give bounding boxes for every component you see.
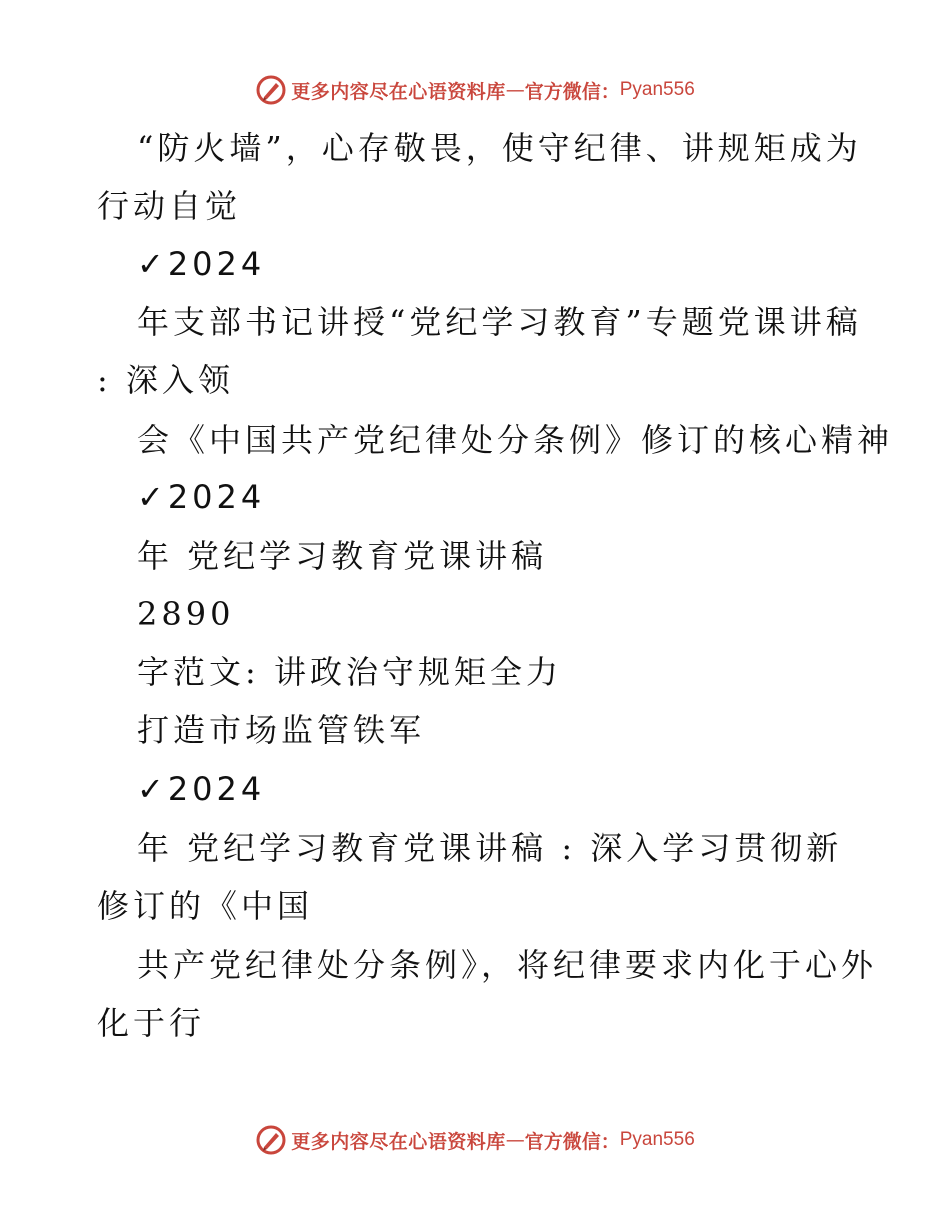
body-line: : 深入领: [97, 361, 234, 399]
body-line: ✓2024: [137, 478, 266, 516]
footer-separator: —: [505, 1129, 525, 1151]
header-wechat-label: 官方微信：: [524, 80, 620, 103]
body-line: ✓2024: [137, 770, 266, 808]
header-site-text: 更多内容尽在心语资料库: [291, 80, 506, 103]
pen-logo-icon: [255, 1124, 287, 1156]
body-line: ✓2024: [137, 245, 266, 283]
footer-banner: [0, 1120, 950, 1160]
pen-logo-icon: [255, 74, 287, 106]
body-line: 打造市场监管铁军: [137, 711, 426, 749]
footer-wechat-account: Pyan556: [619, 1129, 695, 1150]
header-separator: —: [505, 79, 525, 101]
body-line: 共产党纪律处分条例》，将纪律要求内化于心外: [137, 946, 878, 984]
header-wechat-account: Pyan556: [619, 79, 695, 100]
body-line: 2890: [137, 595, 235, 633]
body-line: 年 党纪学习教育党课讲稿: [137, 537, 548, 575]
body-line: 修订的《中国: [97, 887, 314, 925]
header-banner: [0, 70, 950, 110]
body-line: “防火墙”，心存敬畏，使守纪律、讲规矩成为: [137, 129, 862, 167]
footer-wechat-label: 官方微信：: [524, 1130, 620, 1153]
body-line: 会《中国共产党纪律处分条例》修订的核心精神: [137, 421, 894, 459]
body-line: 字范文: 讲政治守规矩全力: [137, 653, 562, 691]
body-line: 行动自觉: [97, 187, 242, 225]
footer-site-text: 更多内容尽在心语资料库: [291, 1130, 506, 1153]
body-line: 化于行: [97, 1004, 206, 1042]
body-line: 年 党纪学习教育党课讲稿 : 深入学习贯彻新: [137, 829, 843, 867]
body-line: 年支部书记讲授“党纪学习教育”专题党课讲稿: [137, 303, 862, 341]
